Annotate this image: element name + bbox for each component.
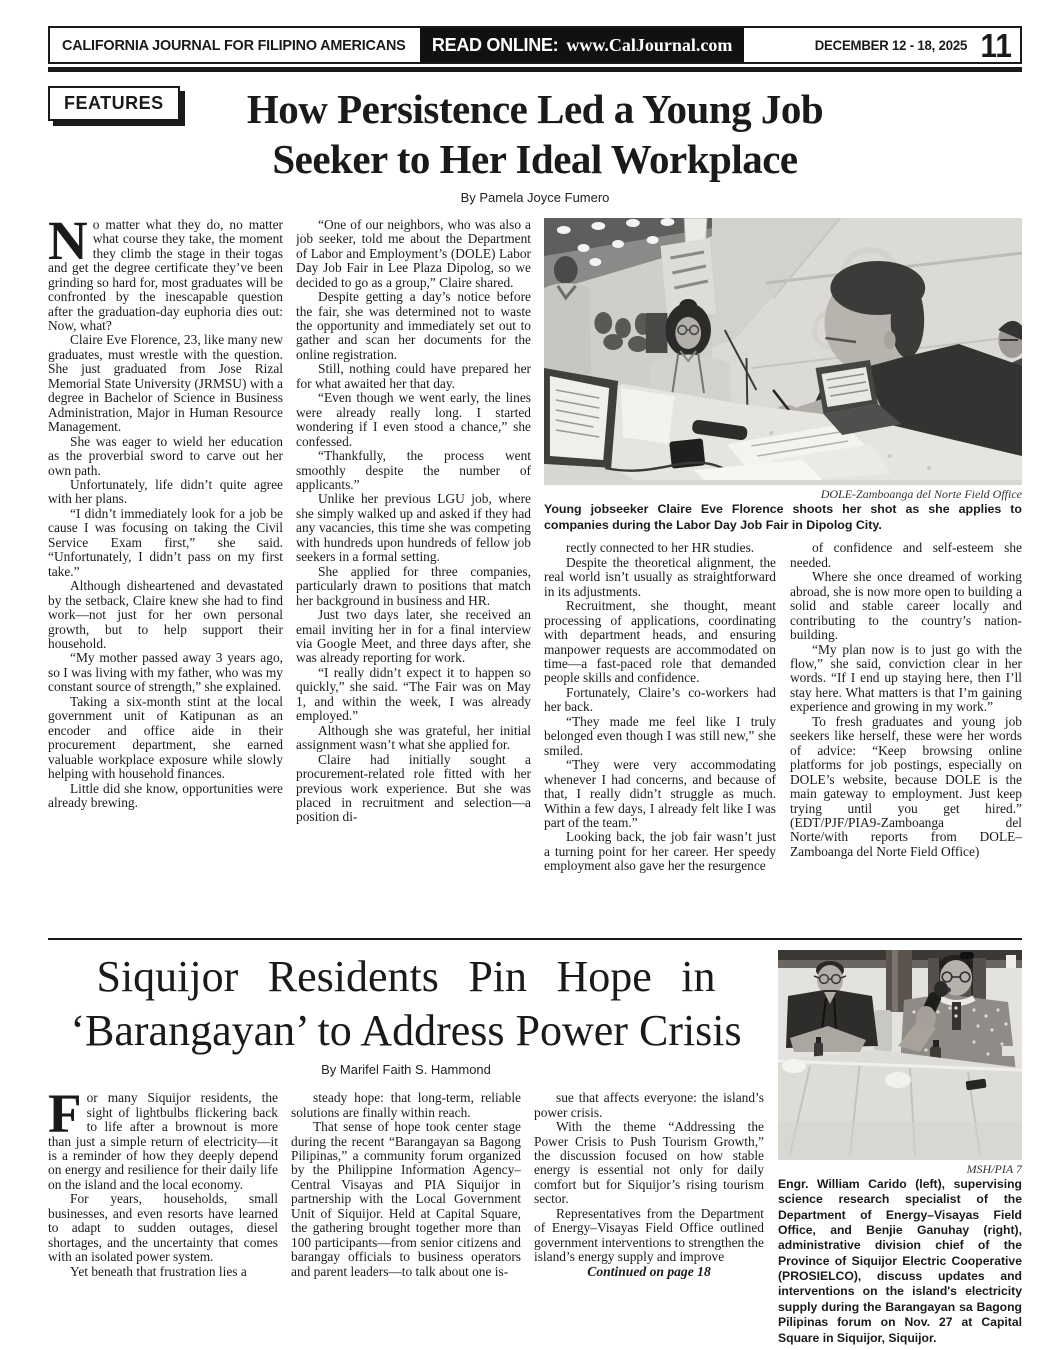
paragraph: “They made me feel like I truly belonged even though I was still new,” she smiled. (544, 713, 776, 758)
article1-column2 (296, 218, 531, 930)
paragraph: No matter what they do, no matter what course they take, the moment they climb the stage in their togas and get the degree certificate they’ve been grinding so hard for, most graduates will be confronted by the inescapable question after the graduation-day euphoria dies out: Now, what? (48, 217, 283, 334)
paragraph: Taking a six-month stint at the local government unit of Katipunan as an encoder and office aide in their procurement department, she earned valuable workplace exposure while slowly helping with household finances. (48, 693, 283, 782)
article2-photo-column (778, 950, 1022, 1346)
photo2-caption: Engr. William Carido (left), supervising science research specialist of the Department of Energy–Visayas Field Office, and Benjie Ganuhay (right), administrative division chief of the Province of Siquijor Electric Cooperative (PROSIELCO), discuss updates and interventions on the island's electricity supply during the Barangayan sa Bagong Pilipinas forum on Nov. 27 at Capital Square in Siquijor, Siquijor. (778, 1176, 1022, 1345)
paragraph: Just two days later, she received an email inviting her in for a final interview via Google Meet, and three days after, she was already reporting for work. (296, 607, 531, 666)
paragraph: “Thankfully, the process went smoothly despite the number of applicants.” (296, 448, 531, 492)
article2-byline: By Marifel Faith S. Hammond (321, 1062, 491, 1078)
paragraph: of confidence and self-esteem she needed. (790, 541, 1022, 570)
photo1-credit: DOLE-Zamboanga del Norte Field Office (820, 486, 1022, 501)
masthead-right (744, 28, 1020, 62)
article1-column1 (48, 218, 283, 930)
paragraph: “I didn’t immediately look for a job be cause I was focusing on taking the Civil Service Exam first,” she said. “Unfortunately, I didn’t pass on my first take.” (48, 505, 283, 579)
paragraph: Looking back, the job fair wasn’t just a turning point for her career. Her speedy employment also gave her the resurgence (544, 829, 776, 874)
page-number: 11 (980, 26, 1012, 64)
paragraph: “I really didn’t expect it to happen so quickly,” she said. “The Fair was on May 1, and within the week, I was already employed.” (296, 664, 531, 724)
paragraph: Little did she know, opportunities were already brewing. (48, 780, 283, 810)
paragraph: That sense of hope took center stage during the recent “Barangayan sa Bagong Pilipinas,” a community forum organized by the Philippine Information Agency–Central Visayas and PIA Siquijor in partnership with the Local Government Unit of Siquijor. Held at Capital Square, the gathering brought together more than 100 participants—from senior citizens and barangay officials to business operators and parent leaders—to talk about one is- (291, 1119, 521, 1279)
read-online-url[interactable]: www.CalJournal.com (566, 34, 733, 55)
job-fair-photo-art (544, 218, 1022, 480)
forum-photo-art (778, 950, 1022, 1155)
photo2-credit: MSH/PIA 7 (966, 1161, 1022, 1176)
paragraph: “My plan now is to just go with the flow,” she said, conviction clear in her words. “If I end up staying here, then I’ll stay here. What matters is that I’m gaining experience and growing in my work.” (790, 641, 1022, 715)
paragraph: Although disheartened and devastated by the setback, Claire knew she had to find work—not just for her own personal growth, but to help support their household. (48, 578, 283, 651)
paragraph: Recruitment, she thought, meant processing of applications, coordinating with department heads, and ensuring manpower requests are accommodated on time—a fast-paced role that demanded people skills and confidence. (544, 598, 776, 686)
article2-left (48, 950, 764, 1346)
paragraph: rectly connected to her HR studies. (566, 541, 755, 556)
article2-column3 (534, 1091, 764, 1327)
masthead (48, 26, 1022, 64)
article1-column3 (544, 541, 776, 873)
article2-column1 (48, 1091, 278, 1327)
article1-title-line1: How Persistence Led a Young Job (246, 86, 824, 132)
continued-on-page-note[interactable]: Continued on page 18 (587, 1263, 711, 1279)
paragraph: Claire Eve Florence, 23, like many new graduates, must wrestle with the question. She just graduated from Jose Rizal Memorial State University (JRMSU) with a degree in Bachelor of Science in Business Administration, Major in Human Resource Management. (48, 332, 283, 435)
article1-photo-column (544, 218, 1022, 930)
issue-date: DECEMBER 12 - 18, 2025 (814, 37, 968, 53)
article2-column2 (291, 1091, 521, 1327)
paragraph: Despite the theoretical alignment, the real world isn’t usually as straightforward in its adjustments. (544, 554, 776, 599)
job-fair-photo (544, 218, 1022, 485)
article1-body (48, 218, 1022, 930)
paper-name: CALIFORNIA JOURNAL FOR FILIPINO AMERICANS (62, 36, 406, 54)
drop-cap: F (48, 1091, 82, 1145)
article1-title (48, 84, 1022, 185)
paragraph: Unfortunately, life didn’t quite agree with her plans. (48, 477, 283, 507)
masthead-rule (48, 67, 1022, 72)
masthead-left (50, 28, 420, 62)
paragraph: With the theme “Addressing the Power Crisis to Push Tourism Growth,” the discussion focused on how stable energy is essential not only for daily comfort but for Siquijor’s rising tourism sector. (534, 1119, 764, 1207)
article1-title-line2: Seeker to Her Ideal Workplace (272, 136, 798, 183)
paragraph: She was eager to wield her education as the proverbial sword to carve out her own path. (48, 433, 283, 478)
paragraph: “Even though we went early, the lines were already really long. I started wondering if I even stood a chance,” she confessed. (296, 390, 531, 449)
read-online-label: READ ONLINE: (431, 34, 559, 55)
read-online-banner[interactable] (420, 28, 744, 62)
paragraph: steady hope: that long-term, reliable solutions are finally within reach. (291, 1091, 521, 1120)
article2-column3-text (534, 1091, 764, 1264)
paragraph: For many Siquijor residents, the sight of lightbulbs flickering back to life after a brownout is more than just a simple return of electricity—it is a reminder of how they deeply depend on energy and resilience for their daily life on the island and the local economy. (48, 1091, 278, 1192)
paragraph: For years, households, small businesses, and even resorts have learned to adapt to sudden outages, diesel shortages, and the uncertainty that comes with an isolated power system. (48, 1191, 278, 1265)
article-divider-rule (48, 938, 1022, 940)
paragraph: Unlike her previous LGU job, where she simply walked up and asked if they had any vacancies, this time she was competing with hundreds upon hundreds of fellow job seekers in a formal setting. (296, 491, 531, 565)
article2-title-line1: Siquijor Residents Pin Hope in (96, 951, 716, 1001)
paragraph: She applied for three companies, particularly drawn to positions that match her background in business and HR. (296, 563, 531, 608)
paragraph: “One of our neighbors, who was also a job seeker, told me about the Department of Labor and Employment’s (DOLE) Labor Day Job Fair in Lee Plaza Dipolog, so we decided to go as a group,” Claire shared. (296, 217, 531, 290)
paragraph: Still, nothing could have prepared her for what awaited her that day. (296, 361, 531, 391)
paragraph: Where she once dreamed of working abroad, she is now more open to building a solid and stable career locally and contributing to the country’s nation-building. (790, 569, 1022, 643)
article2-title-line2: ‘Barangayan’ to Address Power Crisis (70, 1005, 742, 1055)
article1-byline: By Pamela Joyce Fumero (460, 189, 610, 205)
paragraph: To fresh graduates and young job seekers like herself, these were her words of advice: “Keep browsing online platforms for job postings, especially on DOLE’s website, because DOLE is the main gateway to employment. Just keep trying until you get hired.” (EDT/PJF/PIA9-Zamboanga del Norte/with reports from DOLE–Zamboanga del Norte Field Office) (790, 713, 1022, 859)
article1-column4 (790, 541, 1022, 873)
article1-header (48, 84, 1022, 205)
article1-columns-3-4 (544, 541, 1022, 873)
paragraph: Fortunately, Claire’s co-workers had her back. (544, 684, 776, 715)
article2 (48, 950, 1022, 1346)
paragraph: Although she was grateful, her initial assignment wasn’t what she applied for. (296, 722, 531, 753)
paragraph: Yet beneath that frustration lies a (70, 1263, 247, 1279)
paragraph: “My mother passed away 3 years ago, so I was living with my father, who was my constant source of strength,” she explained. (48, 650, 283, 695)
paragraph: sue that affects everyone: the island’s power crisis. (534, 1091, 764, 1120)
paragraph: Representatives from the Department of Energy–Visayas Field Office outlined government interventions to strengthen the island’s energy supply and improve (534, 1205, 764, 1265)
paragraph: Despite getting a day’s notice before the fair, she was determined not to waste the opportunity and immediately set out to gather and scan her documents for the online registration. (296, 289, 531, 362)
article2-title (48, 950, 764, 1057)
paragraph: “They were very accommodating whenever I had concerns, and because of that, I really didn’t struggle as much. Within a few days, I already felt like I was part of the team.” (544, 757, 776, 830)
paragraph: Claire had initially sought a procurement-related role fitted with her previous work experience. But she was placed in recruitment and selection—a position di- (296, 751, 531, 825)
article2-body (48, 1091, 764, 1327)
forum-photo (778, 950, 1022, 1160)
section-label: FEATURES (48, 86, 180, 121)
drop-cap: N (48, 217, 88, 271)
photo1-caption: Young jobseeker Claire Eve Florence shoots her shot as she applies to companies during the Labor Day Job Fair in Dipolog City. (544, 501, 1022, 532)
